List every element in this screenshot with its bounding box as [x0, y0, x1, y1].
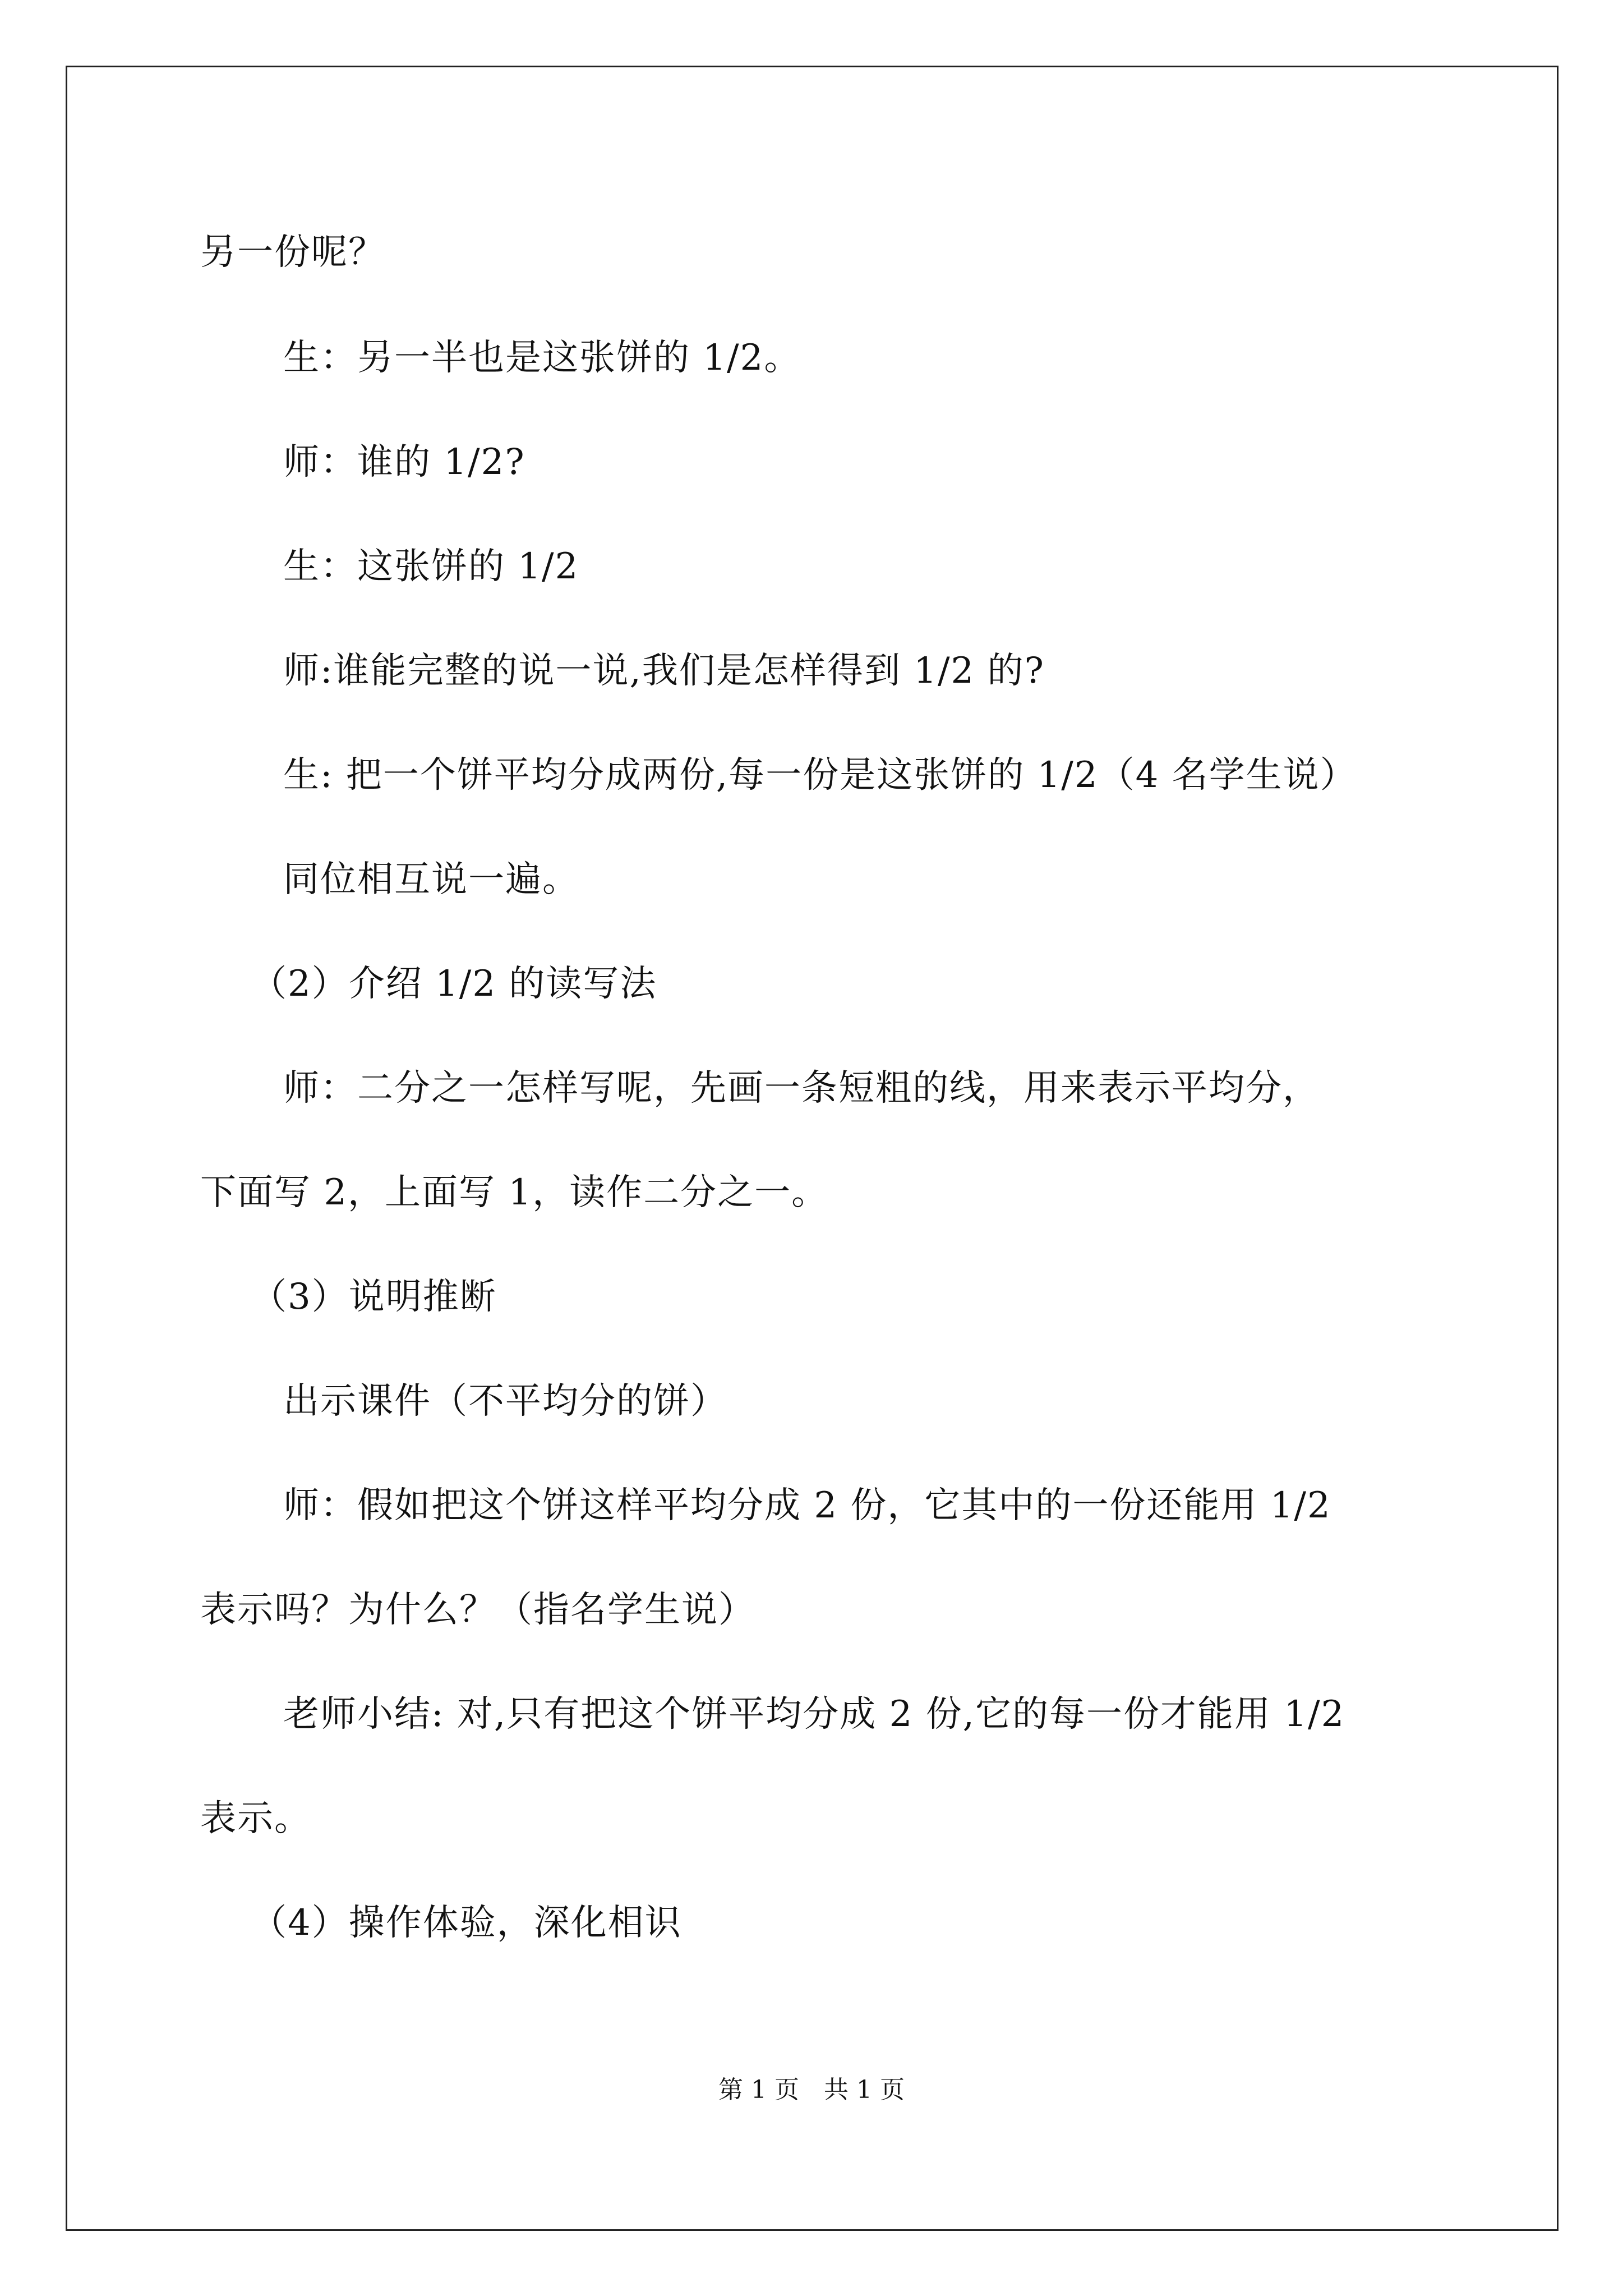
text-line: 师：二分之一怎样写呢，先画一条短粗的线，用来表示平均分， [283, 1068, 1320, 1109]
text-line: 下面写 2，上面写 1，读作二分之一。 [200, 1172, 829, 1213]
page-number-footer: 第 1 页 共 1 页 [718, 2076, 905, 2104]
text-line: 表示。 [200, 1798, 311, 1839]
text-line: 同位相互说一遍。 [283, 859, 579, 900]
text-line: 出示课件（不平均分的饼） [283, 1381, 727, 1422]
text-line: 师:谁能完整的说一说,我们是怎样得到 1/2 的? [283, 650, 1045, 692]
text-line: 另一份呢？ [200, 232, 385, 273]
section-heading: （3）说明推断 [251, 1276, 497, 1318]
text-line: 生：这张饼的 1/2 [283, 546, 579, 587]
text-line: 生：另一半也是这张饼的 1/2。 [283, 337, 801, 379]
text-line: 表示吗？为什么？（指名学生说） [200, 1589, 755, 1631]
text-line: 师：假如把这个饼这样平均分成 2 份，它其中的一份还能用 1/2 [283, 1485, 1331, 1526]
text-line: 老师小结: 对,只有把这个饼平均分成 2 份,它的每一份才能用 1/2 [283, 1694, 1345, 1735]
text-line: 生: 把一个饼平均分成两份,每一份是这张饼的 1/2（4 名学生说） [283, 754, 1357, 796]
section-heading: （4）操作体验，深化相识 [251, 1902, 682, 1944]
text-line: 师：谁的 1/2? [283, 441, 525, 483]
section-heading: （2）介绍 1/2 的读写法 [251, 963, 657, 1005]
